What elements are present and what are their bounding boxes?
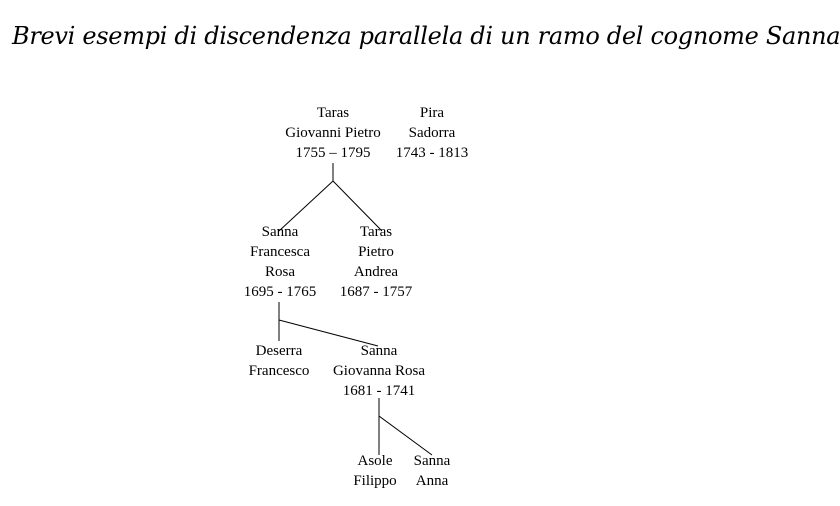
person-given-name: Pietro [358,244,394,260]
person-sanna-giovanna-rosa [327,341,431,401]
diagram-title: Brevi esempi di discendenza parallela di un ramo del cognome Sanna [12,22,840,50]
person-surname: Sanna [360,343,398,359]
person-asole-filippo [345,451,405,491]
person-given-name: Francesco [248,363,310,379]
person-years: 1755 – 1795 [295,145,371,161]
person-deserra-francesco [238,341,320,381]
person-surname: Taras [359,224,393,240]
person-taras-giovanni-pietro [272,103,394,163]
connector-gen3-right [379,416,432,455]
person-given-name: Giovanna Rosa [332,363,426,379]
person-given-name: Anna [415,473,449,489]
person-surname: Sanna [261,224,299,240]
person-given-name: Giovanni Pietro [285,125,381,141]
person-given-name: Francesca [250,244,310,260]
person-sanna-anna [404,451,460,491]
person-sanna-francesca-rosa [235,222,325,302]
person-pira-sadorra [386,103,478,163]
person-years: 1681 - 1741 [342,383,416,399]
person-years: 1743 - 1813 [395,145,469,161]
person-surname: Sanna [413,453,451,469]
person-surname: Pira [419,105,445,121]
person-given-name: Filippo [353,473,397,489]
person-given-name: Sadorra [408,125,456,141]
person-given-name: Andrea [353,264,399,280]
person-surname: Asole [357,453,393,469]
person-years: 1695 - 1765 [243,284,317,300]
person-years: 1687 - 1757 [339,284,413,300]
person-surname: Deserra [255,343,303,359]
person-given-name: Rosa [265,264,295,280]
person-taras-pietro-andrea [331,222,421,302]
person-surname: Taras [316,105,350,121]
